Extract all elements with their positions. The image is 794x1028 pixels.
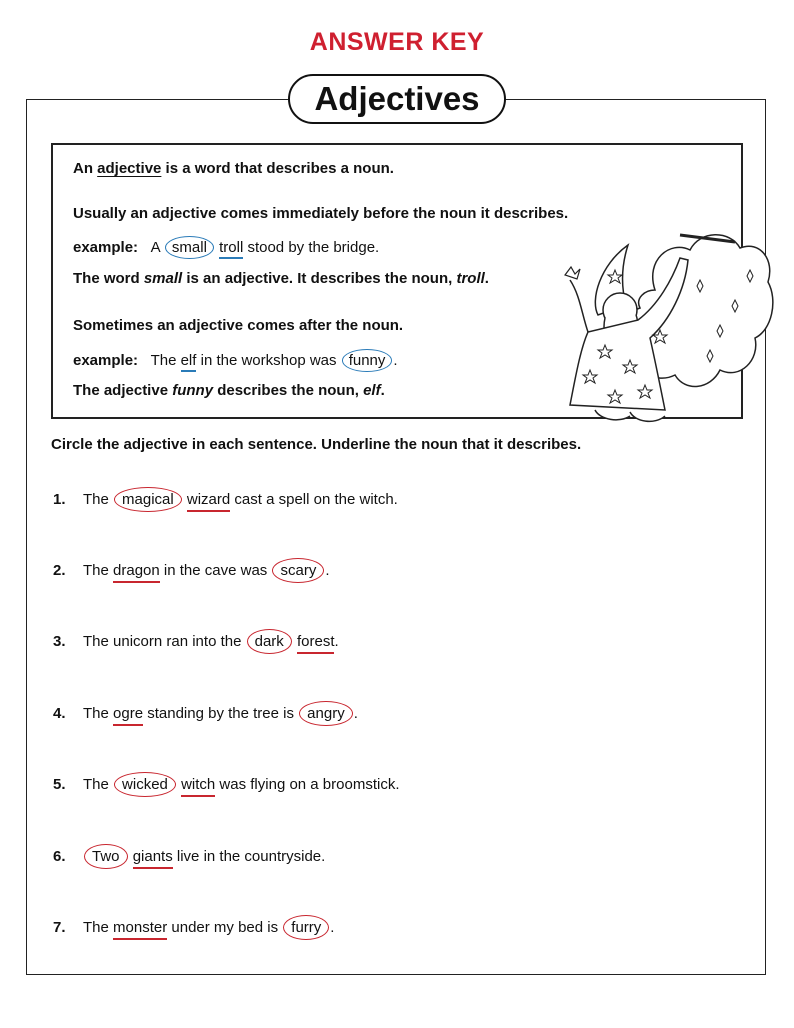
instructions: Circle the adjective in each sentence. Underline the noun that it describes. xyxy=(51,436,582,453)
answer-noun-underline: forest xyxy=(297,633,335,654)
wizard-illustration xyxy=(560,220,778,432)
usually-rule: Usually an adjective comes immediately before the noun it describes. xyxy=(73,205,569,222)
answer-adjective-circle: scary xyxy=(272,558,324,583)
question-3: 3. The unicorn ran into the dark forest. xyxy=(53,629,339,654)
term-adjective: adjective xyxy=(97,160,162,177)
question-1: 1. The magical wizard cast a spell on the witch. xyxy=(53,487,398,512)
answer-noun-underline: wizard xyxy=(187,491,230,512)
answer-noun-underline: monster xyxy=(113,919,167,940)
example-noun-underline: troll xyxy=(219,239,243,259)
question-2: 2. The dragon in the cave was scary . xyxy=(53,558,330,583)
answer-adjective-circle: furry xyxy=(283,915,329,940)
example-adjective-circle: funny xyxy=(342,349,393,372)
example-2: example: The elf in the workshop was funny . xyxy=(73,349,398,372)
question-5: 5. The wicked witch was flying on a broomstick. xyxy=(53,772,400,797)
example-adjective-circle: small xyxy=(165,236,214,259)
example-noun-underline: elf xyxy=(181,352,197,372)
page-title: Adjectives xyxy=(288,74,506,124)
answer-key-label: ANSWER KEY xyxy=(309,28,485,56)
answer-adjective-circle: magical xyxy=(114,487,182,512)
example-1: example: A small troll stood by the bridge. xyxy=(73,236,379,259)
answer-adjective-circle: Two xyxy=(84,844,128,869)
sometimes-rule: Sometimes an adjective comes after the noun. xyxy=(73,317,404,334)
answer-adjective-circle: wicked xyxy=(114,772,176,797)
question-4: 4. The ogre standing by the tree is angry . xyxy=(53,701,358,726)
answer-adjective-circle: angry xyxy=(299,701,353,726)
answer-noun-underline: witch xyxy=(181,776,215,797)
answer-adjective-circle: dark xyxy=(247,629,292,654)
definition-line: An adjective is a word that describes a noun. xyxy=(73,160,394,177)
answer-noun-underline: ogre xyxy=(113,705,143,726)
answer-noun-underline: giants xyxy=(133,848,173,869)
question-6: 6. Two giants live in the countryside. xyxy=(53,844,325,869)
example-1-explanation: The word small is an adjective. It describes the noun, troll. xyxy=(73,270,489,287)
question-7: 7. The monster under my bed is furry . xyxy=(53,915,334,940)
example-2-explanation: The adjective funny describes the noun, elf. xyxy=(73,382,385,399)
answer-noun-underline: dragon xyxy=(113,562,160,583)
